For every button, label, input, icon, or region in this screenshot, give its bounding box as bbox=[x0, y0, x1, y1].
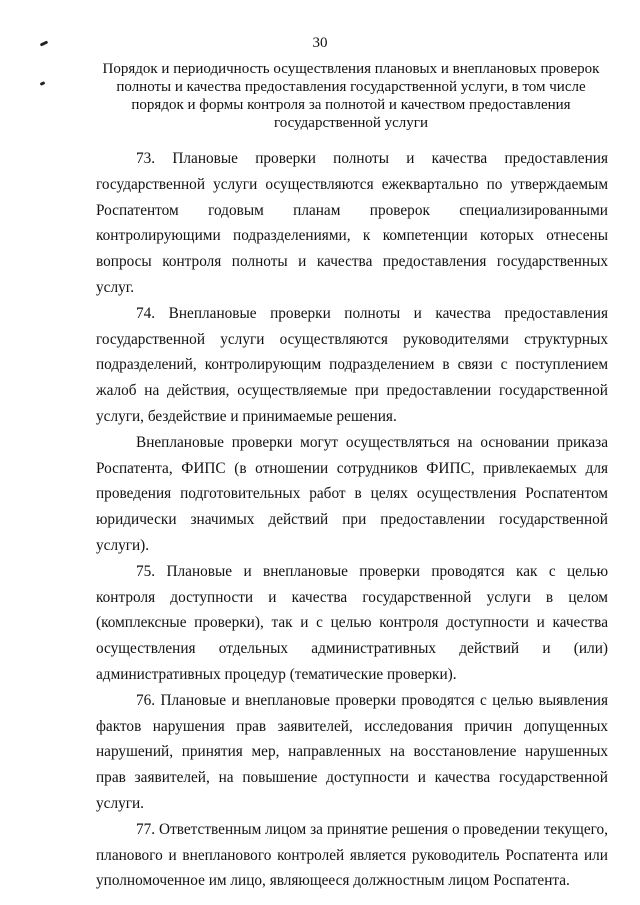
paragraph-74-continued: Внеплановые проверки могут осуществляться на основании приказа Роспатента, ФИПС (в отношении сотрудников ФИПС, привлекаемых для проведения подготовительных работ в целях осуществления Роспатентом юридически значимых действий при предоставлении государственной услуги). bbox=[96, 433, 608, 554]
paragraph-74: 74. Внеплановые проверки полноты и качества предоставления государственной услуги осуществляются руководителями структурных подразделений, контролирующим подразделением в связи с поступлением жалоб на действия, осуществляемые при предоставлении государственной услуги, бездействие и принимаемые решения. bbox=[96, 304, 608, 425]
page-number: 30 bbox=[312, 35, 328, 51]
scan-mark bbox=[40, 81, 46, 86]
section-title: Порядок и периодичность осуществления плановых и внеплановых проверок полноты и качества предоставления государственной услуги, в том числе порядок и формы контроля за полнотой и качеством предоставления государственной услуги bbox=[102, 61, 600, 131]
paragraph-76: 76. Плановые и внеплановые проверки проводятся с целью выявления фактов нарушения прав заявителей, исследования причин допущенных нарушений, принятия мер, направленных на восстановление нарушенных прав заявителей, на повышение доступности и качества государственной услуги. bbox=[96, 691, 608, 812]
paragraph-77: 77. Ответственным лицом за принятие решения о проведении текущего, планового и внепланового контролей является руководитель Роспатента или уполномоченное им лицо, являющееся должностным лицом Роспатента. bbox=[96, 820, 608, 890]
paragraph-73: 73. Плановые проверки полноты и качества предоставления государственной услуги осуществляются ежеквартально по утверждаемым Роспатентом годовым планам проверок специализированными контролирующими подразделениями, к компетенции которых отнесены вопросы контроля полноты и качества предоставления государственных услуг. bbox=[96, 150, 608, 296]
paragraph-75: 75. Плановые и внеплановые проверки проводятся как с целью контроля доступности и качества государственной услуги в целом (комплексные проверки), так и с целью контроля доступности и качества осуществления отдельных административных действий и (или) административных процедур (тематические проверки). bbox=[96, 562, 608, 683]
body-text bbox=[96, 146, 608, 894]
